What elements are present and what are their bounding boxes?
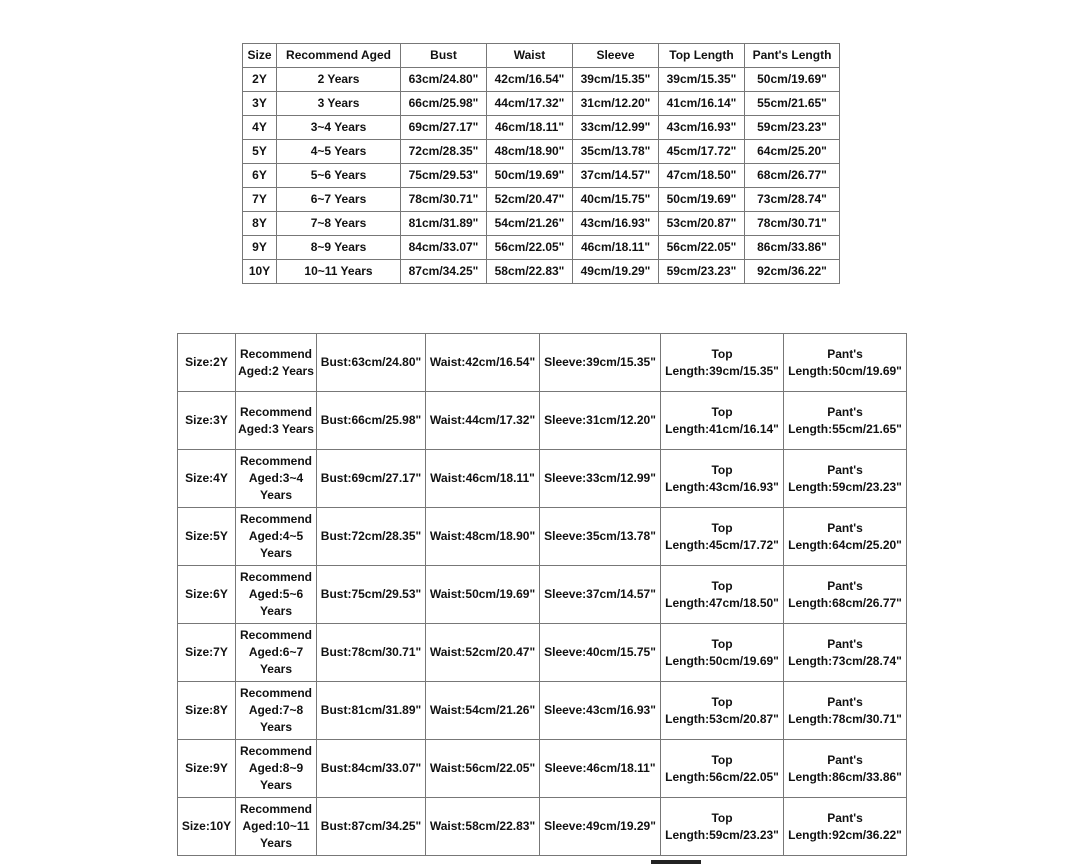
cell-waist: Waist:44cm/17.32" — [426, 392, 540, 450]
cell-size: 4Y — [243, 116, 277, 140]
cell-pants-length: 68cm/26.77" — [745, 164, 840, 188]
cell-sleeve: 31cm/12.20" — [573, 92, 659, 116]
cell-sleeve: Sleeve:31cm/12.20" — [540, 392, 661, 450]
cell-size: 7Y — [243, 188, 277, 212]
cell-sleeve: 35cm/13.78" — [573, 140, 659, 164]
cell-recommend-aged: 3~4 Years — [277, 116, 401, 140]
cell-top-length: 41cm/16.14" — [659, 92, 745, 116]
cell-bust: 87cm/34.25" — [401, 260, 487, 284]
cell-pants-length: Pant's Length:59cm/23.23" — [784, 450, 907, 508]
table-row — [243, 92, 840, 116]
cell-size: 10Y — [243, 260, 277, 284]
cell-pants-length: Pant's Length:64cm/25.20" — [784, 508, 907, 566]
table-row — [243, 116, 840, 140]
cell-bust: Bust:66cm/25.98" — [317, 392, 426, 450]
cell-size: 2Y — [243, 68, 277, 92]
cell-bust: Bust:84cm/33.07" — [317, 740, 426, 798]
cell-size: Size:7Y — [178, 624, 236, 682]
cell-sleeve: 40cm/15.75" — [573, 188, 659, 212]
cell-pants-length: Pant's Length:86cm/33.86" — [784, 740, 907, 798]
cell-sleeve: Sleeve:39cm/15.35" — [540, 334, 661, 392]
cell-bust: Bust:87cm/34.25" — [317, 798, 426, 856]
cell-size: 5Y — [243, 140, 277, 164]
cell-bust: Bust:69cm/27.17" — [317, 450, 426, 508]
cell-pants-length: Pant's Length:92cm/36.22" — [784, 798, 907, 856]
cell-top-length: Top Length:41cm/16.14" — [661, 392, 784, 450]
cell-recommend-aged: Recommend Aged:7~8 Years — [236, 682, 317, 740]
cell-waist: 48cm/18.90" — [487, 140, 573, 164]
cell-sleeve: Sleeve:37cm/14.57" — [540, 566, 661, 624]
cell-waist: Waist:48cm/18.90" — [426, 508, 540, 566]
table-row — [243, 188, 840, 212]
header-bust: Bust — [401, 44, 487, 68]
cell-sleeve: 43cm/16.93" — [573, 212, 659, 236]
cell-bust: 75cm/29.53" — [401, 164, 487, 188]
cell-size: 6Y — [243, 164, 277, 188]
cell-recommend-aged: Recommend Aged:8~9 Years — [236, 740, 317, 798]
cell-size: Size:3Y — [178, 392, 236, 450]
cell-recommend-aged: 4~5 Years — [277, 140, 401, 164]
cell-top-length: 50cm/19.69" — [659, 188, 745, 212]
table-row — [178, 566, 907, 624]
cell-waist: Waist:56cm/22.05" — [426, 740, 540, 798]
cell-size: Size:9Y — [178, 740, 236, 798]
cell-bust: 63cm/24.80" — [401, 68, 487, 92]
cell-pants-length: 50cm/19.69" — [745, 68, 840, 92]
cell-top-length: Top Length:43cm/16.93" — [661, 450, 784, 508]
table-row — [178, 682, 907, 740]
cell-top-length: Top Length:50cm/19.69" — [661, 624, 784, 682]
table-row — [178, 508, 907, 566]
table-row — [243, 68, 840, 92]
size-chart-detailed — [177, 333, 907, 856]
header-pants-length: Pant's Length — [745, 44, 840, 68]
table-row — [178, 798, 907, 856]
cell-waist: 56cm/22.05" — [487, 236, 573, 260]
cell-waist: Waist:54cm/21.26" — [426, 682, 540, 740]
cell-waist: 54cm/21.26" — [487, 212, 573, 236]
cell-sleeve: Sleeve:43cm/16.93" — [540, 682, 661, 740]
cell-size: Size:8Y — [178, 682, 236, 740]
cell-size: 3Y — [243, 92, 277, 116]
cell-pants-length: 64cm/25.20" — [745, 140, 840, 164]
cell-waist: Waist:42cm/16.54" — [426, 334, 540, 392]
cell-recommend-aged: 6~7 Years — [277, 188, 401, 212]
cell-sleeve: Sleeve:46cm/18.11" — [540, 740, 661, 798]
bottom-edge-bar — [651, 860, 701, 864]
table-row — [178, 450, 907, 508]
cell-waist: 42cm/16.54" — [487, 68, 573, 92]
cell-recommend-aged: Recommend Aged:5~6 Years — [236, 566, 317, 624]
cell-top-length: 45cm/17.72" — [659, 140, 745, 164]
cell-top-length: Top Length:45cm/17.72" — [661, 508, 784, 566]
cell-recommend-aged: Recommend Aged:3~4 Years — [236, 450, 317, 508]
cell-top-length: Top Length:56cm/22.05" — [661, 740, 784, 798]
cell-size: Size:2Y — [178, 334, 236, 392]
table-row — [178, 624, 907, 682]
cell-top-length: 59cm/23.23" — [659, 260, 745, 284]
cell-bust: 69cm/27.17" — [401, 116, 487, 140]
header-row — [243, 44, 840, 68]
cell-waist: Waist:52cm/20.47" — [426, 624, 540, 682]
cell-pants-length: Pant's Length:68cm/26.77" — [784, 566, 907, 624]
cell-pants-length: Pant's Length:50cm/19.69" — [784, 334, 907, 392]
cell-size: 9Y — [243, 236, 277, 260]
cell-pants-length: Pant's Length:55cm/21.65" — [784, 392, 907, 450]
cell-bust: Bust:81cm/31.89" — [317, 682, 426, 740]
cell-bust: Bust:63cm/24.80" — [317, 334, 426, 392]
cell-bust: 84cm/33.07" — [401, 236, 487, 260]
cell-waist: 46cm/18.11" — [487, 116, 573, 140]
table-row — [243, 260, 840, 284]
cell-recommend-aged: Recommend Aged:3 Years — [236, 392, 317, 450]
cell-bust: Bust:72cm/28.35" — [317, 508, 426, 566]
table-row — [243, 236, 840, 260]
cell-recommend-aged: Recommend Aged:4~5 Years — [236, 508, 317, 566]
cell-recommend-aged: Recommend Aged:6~7 Years — [236, 624, 317, 682]
table-row — [178, 740, 907, 798]
cell-recommend-aged: 8~9 Years — [277, 236, 401, 260]
cell-waist: 52cm/20.47" — [487, 188, 573, 212]
cell-sleeve: 33cm/12.99" — [573, 116, 659, 140]
cell-size: Size:4Y — [178, 450, 236, 508]
table-row — [243, 164, 840, 188]
table-row — [178, 392, 907, 450]
table-row — [178, 334, 907, 392]
cell-size: Size:5Y — [178, 508, 236, 566]
cell-recommend-aged: 3 Years — [277, 92, 401, 116]
header-waist: Waist — [487, 44, 573, 68]
size-chart-compact — [242, 43, 840, 284]
cell-waist: 50cm/19.69" — [487, 164, 573, 188]
table-row — [243, 212, 840, 236]
cell-top-length: 43cm/16.93" — [659, 116, 745, 140]
cell-top-length: Top Length:53cm/20.87" — [661, 682, 784, 740]
cell-bust: Bust:78cm/30.71" — [317, 624, 426, 682]
cell-bust: 66cm/25.98" — [401, 92, 487, 116]
cell-waist: Waist:58cm/22.83" — [426, 798, 540, 856]
header-size: Size — [243, 44, 277, 68]
header-recommend-aged: Recommend Aged — [277, 44, 401, 68]
cell-sleeve: 39cm/15.35" — [573, 68, 659, 92]
cell-pants-length: 59cm/23.23" — [745, 116, 840, 140]
cell-pants-length: 92cm/36.22" — [745, 260, 840, 284]
cell-sleeve: 46cm/18.11" — [573, 236, 659, 260]
cell-sleeve: Sleeve:35cm/13.78" — [540, 508, 661, 566]
cell-top-length: 53cm/20.87" — [659, 212, 745, 236]
cell-waist: Waist:46cm/18.11" — [426, 450, 540, 508]
cell-top-length: 56cm/22.05" — [659, 236, 745, 260]
header-top-length: Top Length — [659, 44, 745, 68]
cell-top-length: Top Length:47cm/18.50" — [661, 566, 784, 624]
cell-sleeve: 37cm/14.57" — [573, 164, 659, 188]
cell-recommend-aged: 10~11 Years — [277, 260, 401, 284]
cell-top-length: Top Length:39cm/15.35" — [661, 334, 784, 392]
cell-size: 8Y — [243, 212, 277, 236]
cell-pants-length: 78cm/30.71" — [745, 212, 840, 236]
cell-top-length: Top Length:59cm/23.23" — [661, 798, 784, 856]
cell-recommend-aged: Recommend Aged:10~11 Years — [236, 798, 317, 856]
cell-waist: 44cm/17.32" — [487, 92, 573, 116]
cell-waist: 58cm/22.83" — [487, 260, 573, 284]
cell-sleeve: Sleeve:40cm/15.75" — [540, 624, 661, 682]
cell-recommend-aged: 5~6 Years — [277, 164, 401, 188]
cell-recommend-aged: 7~8 Years — [277, 212, 401, 236]
cell-pants-length: 55cm/21.65" — [745, 92, 840, 116]
cell-pants-length: Pant's Length:78cm/30.71" — [784, 682, 907, 740]
cell-size: Size:10Y — [178, 798, 236, 856]
cell-bust: Bust:75cm/29.53" — [317, 566, 426, 624]
cell-pants-length: 73cm/28.74" — [745, 188, 840, 212]
cell-waist: Waist:50cm/19.69" — [426, 566, 540, 624]
cell-sleeve: Sleeve:33cm/12.99" — [540, 450, 661, 508]
cell-bust: 81cm/31.89" — [401, 212, 487, 236]
cell-recommend-aged: 2 Years — [277, 68, 401, 92]
cell-sleeve: 49cm/19.29" — [573, 260, 659, 284]
cell-bust: 78cm/30.71" — [401, 188, 487, 212]
cell-bust: 72cm/28.35" — [401, 140, 487, 164]
cell-recommend-aged: Recommend Aged:2 Years — [236, 334, 317, 392]
table-row — [243, 140, 840, 164]
cell-sleeve: Sleeve:49cm/19.29" — [540, 798, 661, 856]
cell-pants-length: 86cm/33.86" — [745, 236, 840, 260]
cell-size: Size:6Y — [178, 566, 236, 624]
header-sleeve: Sleeve — [573, 44, 659, 68]
cell-top-length: 47cm/18.50" — [659, 164, 745, 188]
cell-top-length: 39cm/15.35" — [659, 68, 745, 92]
cell-pants-length: Pant's Length:73cm/28.74" — [784, 624, 907, 682]
